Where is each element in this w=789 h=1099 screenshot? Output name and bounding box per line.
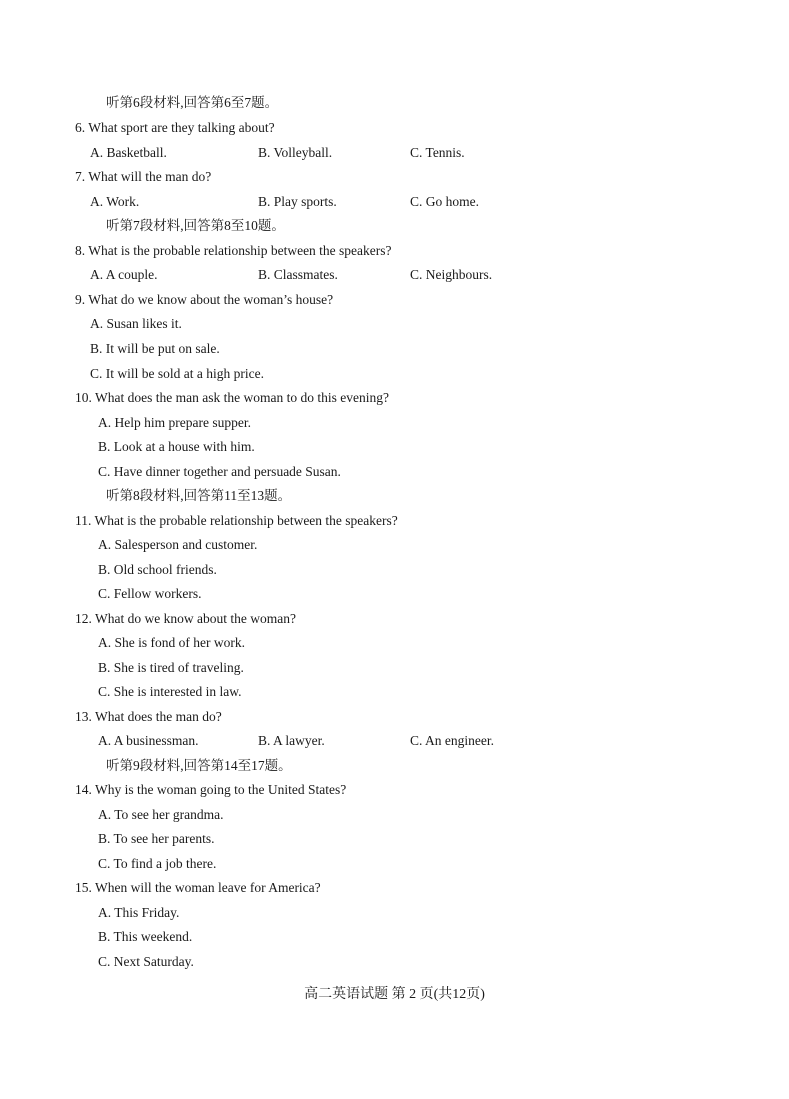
option-a: A. Work. xyxy=(90,194,140,209)
option-a: A. She is fond of her work. xyxy=(98,635,245,650)
option-c: C. An engineer. xyxy=(410,733,494,748)
option-c: C. She is interested in law. xyxy=(98,684,242,699)
section-header: 听第6段材料,回答第6至7题。 xyxy=(106,95,279,110)
question-stem: 8. What is the probable relationship between the speakers? xyxy=(75,243,392,258)
page-footer: 高二英语试题 第 2 页(共12页) xyxy=(304,987,485,1002)
question-stem: 13. What does the man do? xyxy=(75,709,222,724)
option-c: C. Neighbours. xyxy=(410,267,493,282)
question-stem: 14. Why is the woman going to the United States? xyxy=(75,782,347,797)
option-c: C. Tennis. xyxy=(410,145,465,160)
option-b: B. Volleyball. xyxy=(258,145,333,160)
option-b: B. A lawyer. xyxy=(258,733,325,748)
question-stem: 9. What do we know about the woman’s house? xyxy=(75,292,334,307)
option-c: C. Go home. xyxy=(410,194,479,209)
option-a: A. Help him prepare supper. xyxy=(98,415,251,430)
question-stem: 12. What do we know about the woman? xyxy=(75,611,296,626)
option-a: A. Basketball. xyxy=(90,145,167,160)
option-b: B. Play sports. xyxy=(258,194,337,209)
question-stem: 6. What sport are they talking about? xyxy=(75,120,275,135)
option-b: B. Classmates. xyxy=(258,267,338,282)
option-b: B. Old school friends. xyxy=(98,562,217,577)
section-header: 听第9段材料,回答第14至17题。 xyxy=(106,758,292,773)
section-header: 听第7段材料,回答第8至10题。 xyxy=(106,218,285,233)
option-c: C. It will be sold at a high price. xyxy=(90,366,264,381)
option-b: B. She is tired of traveling. xyxy=(98,660,244,675)
question-stem: 11. What is the probable relationship between the speakers? xyxy=(75,513,398,528)
option-c: C. Fellow workers. xyxy=(98,586,202,601)
option-b: B. This weekend. xyxy=(98,929,193,944)
question-stem: 7. What will the man do? xyxy=(75,169,212,184)
option-a: A. To see her grandma. xyxy=(98,807,224,822)
option-a: A. A couple. xyxy=(90,267,158,282)
section-header: 听第8段材料,回答第11至13题。 xyxy=(106,488,292,503)
option-c: C. Have dinner together and persuade Susan. xyxy=(98,464,341,479)
option-b: B. It will be put on sale. xyxy=(90,341,220,356)
option-c: C. To find a job there. xyxy=(98,856,217,871)
option-b: B. Look at a house with him. xyxy=(98,439,255,454)
question-stem: 15. When will the woman leave for America? xyxy=(75,880,321,895)
option-b: B. To see her parents. xyxy=(98,831,215,846)
option-a: A. Susan likes it. xyxy=(90,316,182,331)
option-a: A. This Friday. xyxy=(98,905,180,920)
option-a: A. A businessman. xyxy=(98,733,199,748)
question-stem: 10. What does the man ask the woman to do this evening? xyxy=(75,390,389,405)
option-a: A. Salesperson and customer. xyxy=(98,537,258,552)
option-c: C. Next Saturday. xyxy=(98,954,194,969)
